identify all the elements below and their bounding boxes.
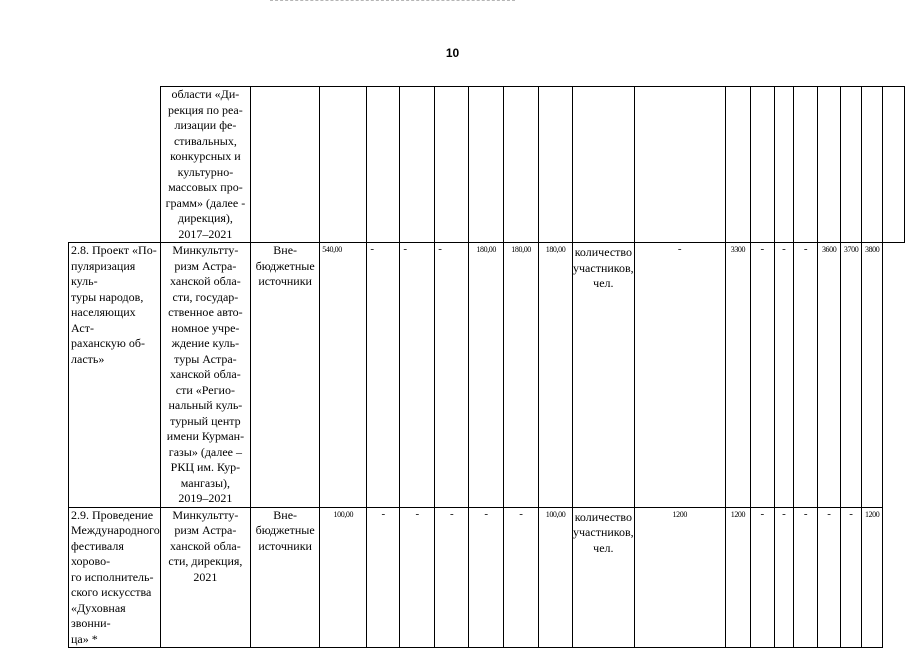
funding-source-cell: Вне- бюджетные источники [251, 507, 320, 648]
activity-name-cell: 2.8. Проект «По- пуляризация куль- туры народов, населяющих Аст- раханскую об- ласть» [69, 243, 161, 508]
funding-source-cell: Вне- бюджетные источники [251, 243, 320, 508]
target-value-cell: 3300 [725, 243, 750, 508]
target-value-cell: 3700 [841, 243, 862, 508]
target-value-cell: - [774, 507, 794, 648]
amount-cell: 180,00 [504, 243, 539, 508]
indicator-cell: количество участников, чел. [573, 243, 635, 508]
executor-cell: Минкультту- ризм Астра- ханской обла- сти, государ- ственное авто- номное учре- ждение куль- туры Астра- ханской обла- сти «Регио- нальный куль- турный центр имени Курман- газы» (далее – РКЦ им. Кур- мангазы), 2019–2021 [160, 243, 250, 508]
amount-cell: - [400, 507, 435, 648]
program-table-body [68, 86, 905, 648]
page-number: 10 [445, 46, 460, 60]
target-value-cell: 1200 [861, 507, 883, 648]
target-value-cell: - [751, 507, 775, 648]
total-amount-cell: 540,00 [320, 243, 367, 508]
amount-cell: - [367, 243, 400, 508]
indicator-cell: количество участников, чел. [573, 507, 635, 648]
amount-cell: - [400, 243, 435, 508]
amount-cell: - [504, 507, 539, 648]
total-amount-cell: 100,00 [320, 507, 367, 648]
executor-cell: Минкультту- ризм Астра- ханской обла- сти, дирекция, 2021 [160, 507, 250, 648]
amount-cell: - [435, 243, 469, 508]
amount-cell: 180,00 [539, 243, 573, 508]
amount-cell: 180,00 [469, 243, 504, 508]
table-row-continuation [69, 87, 905, 243]
target-value-cell: 1200 [634, 507, 725, 648]
activity-name-cell: 2.9. Проведение Международного фестиваля хорово- го исполнитель- ского искусства «Духовная звонни- ца» * [69, 507, 161, 648]
amount-cell: - [367, 507, 400, 648]
target-value-cell: 1200 [725, 507, 750, 648]
target-value-cell: - [817, 507, 840, 648]
scan-top-rule [270, 0, 515, 2]
target-value-cell: - [841, 507, 862, 648]
amount-cell: 100,00 [539, 507, 573, 648]
executor-continuation-cell: области «Ди- рекция по реа- лизации фе- стивальных, конкурсных и культурно- массовых про- грамм» (далее - дирекция), 2017–2021 [160, 87, 250, 243]
target-value-cell: - [794, 243, 818, 508]
target-value-cell: - [751, 243, 775, 508]
target-value-cell: - [794, 507, 818, 648]
target-value-cell: 3800 [861, 243, 883, 508]
amount-cell: - [469, 507, 504, 648]
table-row-2-9 [69, 507, 905, 648]
table-row-2-8 [69, 243, 905, 508]
target-value-cell: 3600 [817, 243, 840, 508]
amount-cell: - [435, 507, 469, 648]
target-value-cell: - [634, 243, 725, 508]
target-value-cell: - [774, 243, 794, 508]
